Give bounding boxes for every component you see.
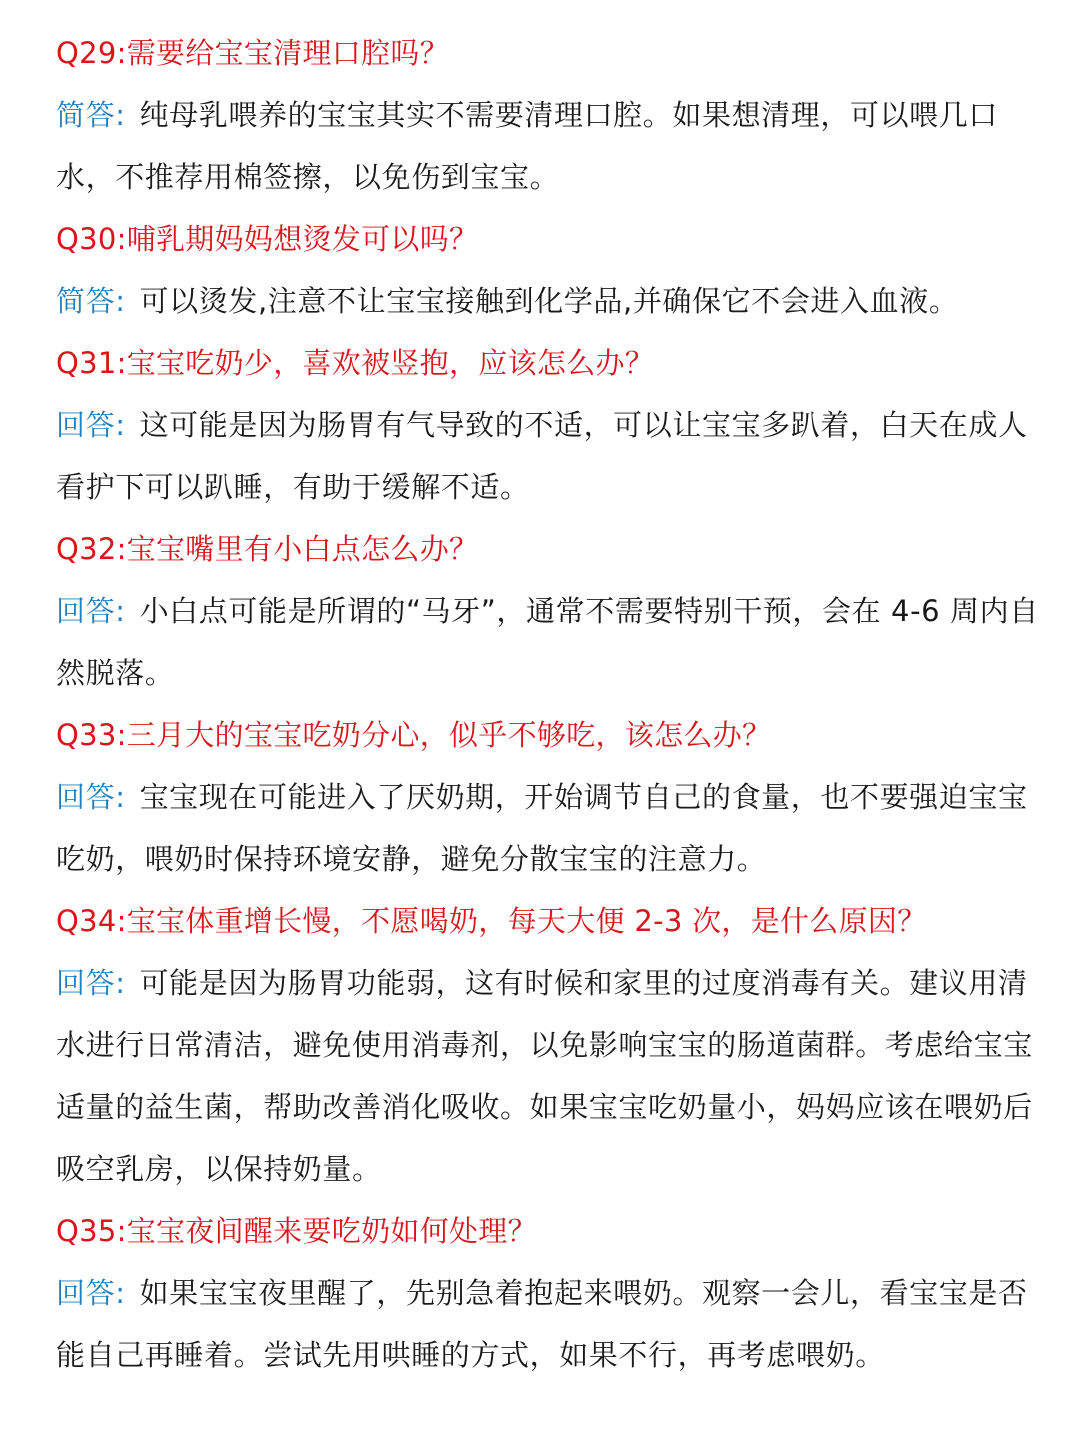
answer-34 (56, 952, 1040, 1200)
answer-text: 小白点可能是所谓的“马牙”，通常不需要特别干预，会在 4-6 周内自然脱落。 (56, 594, 1039, 690)
qa-item-30 (56, 208, 1040, 332)
answer-text: 宝宝现在可能进入了厌奶期，开始调节自己的食量，也不要强迫宝宝吃奶，喂奶时保持环境安静，避免分散宝宝的注意力。 (56, 780, 1028, 876)
answer-label: 回答: (56, 594, 126, 628)
qa-item-34 (56, 890, 1040, 1200)
answer-text: 这可能是因为肠胃有气导致的不适，可以让宝宝多趴着，白天在成人看护下可以趴睡，有助于缓解不适。 (56, 408, 1028, 504)
question-29: Q29:需要给宝宝清理口腔吗？ (56, 36, 449, 70)
question-33: Q33:三月大的宝宝吃奶分心，似乎不够吃，该怎么办？ (56, 718, 772, 752)
question-30: Q30:哺乳期妈妈想烫发可以吗？ (56, 222, 479, 256)
answer-text: 如果宝宝夜里醒了，先别急着抱起来喂奶。观察一会儿，看宝宝是否能自己再睡着。尝试先用哄睡的方式，如果不行，再考虑喂奶。 (56, 1276, 1028, 1372)
answer-35 (56, 1262, 1040, 1386)
qa-item-33 (56, 704, 1040, 890)
answer-label: 回答: (56, 966, 126, 1000)
answer-text: 纯母乳喂养的宝宝其实不需要清理口腔。如果想清理，可以喂几口水，不推荐用棉签擦，以免伤到宝宝。 (56, 98, 998, 194)
answer-label: 简答: (56, 98, 126, 132)
qa-item-35 (56, 1200, 1040, 1386)
answer-label: 简答: (56, 284, 126, 318)
answer-label: 回答: (56, 408, 126, 442)
answer-label: 回答: (56, 1276, 126, 1310)
answer-32 (56, 580, 1040, 704)
answer-text: 可以烫发,注意不让宝宝接触到化学品,并确保它不会进入血液。 (139, 284, 959, 318)
question-32: Q32:宝宝嘴里有小白点怎么办？ (56, 532, 479, 566)
answer-33 (56, 766, 1040, 890)
qa-item-31 (56, 332, 1040, 518)
answer-31 (56, 394, 1040, 518)
qa-item-29 (56, 22, 1040, 208)
question-31: Q31:宝宝吃奶少，喜欢被竖抱，应该怎么办？ (56, 346, 655, 380)
answer-30 (56, 270, 1040, 332)
question-35: Q35:宝宝夜间醒来要吃奶如何处理？ (56, 1214, 537, 1248)
answer-29 (56, 84, 1040, 208)
qa-item-32 (56, 518, 1040, 704)
answer-label: 回答: (56, 780, 126, 814)
question-34: Q34:宝宝体重增长慢，不愿喝奶，每天大便 2-3 次，是什么原因？ (56, 904, 927, 938)
answer-text: 可能是因为肠胃功能弱，这有时候和家里的过度消毒有关。建议用清水进行日常清洁，避免使用消毒剂，以免影响宝宝的肠道菌群。考虑给宝宝适量的益生菌，帮助改善消化吸收。如果宝宝吃奶量小，妈妈应该在喂奶后吸空乳房，以保持奶量。 (56, 966, 1033, 1186)
